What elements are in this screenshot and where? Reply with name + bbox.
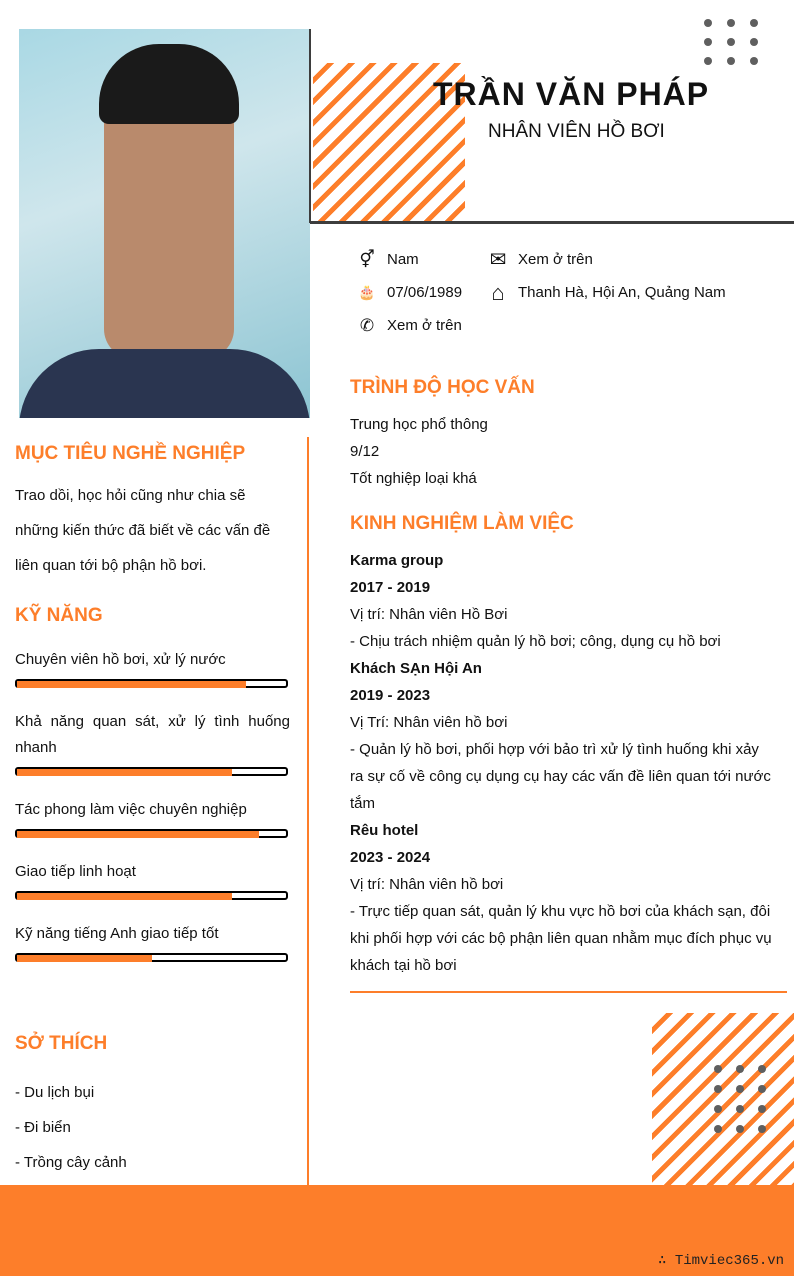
job-entry: [350, 547, 775, 655]
hobby-item: - Trồng cây cảnh: [15, 1154, 127, 1171]
skills-heading: KỸ NĂNG: [15, 605, 103, 626]
contact-col-2: [488, 243, 726, 309]
contact-email: [488, 243, 726, 276]
left-column: [15, 443, 290, 983]
skill-bar: [15, 767, 288, 776]
email-value: Xem ở trên: [518, 251, 593, 268]
education-line: Trung học phổ thông: [350, 416, 488, 433]
job-entry: [350, 817, 775, 979]
experience-heading: KINH NGHIỆM LÀM VIỆC: [350, 513, 574, 534]
skill-label: Chuyên viên hồ bơi, xử lý nước: [15, 651, 226, 668]
job-company: Khách SẠn Hội An: [350, 660, 482, 677]
hobbies-heading: SỞ THÍCH: [15, 1033, 108, 1054]
divider-horizontal: [310, 221, 794, 224]
skill-item: [15, 709, 290, 776]
job-position: Vị trí: Nhân viên hồ bơi: [350, 876, 504, 893]
experience-list: [350, 547, 775, 979]
photo-hair: [99, 44, 239, 124]
gender-icon: ⚥: [359, 249, 375, 269]
job-period: 2023 - 2024: [350, 849, 431, 866]
profile-photo: [19, 29, 310, 418]
job-description: - Quản lý hồ bơi, phối hợp với bảo trì xử lý tình huống khi xảy ra sự cố về công cụ dụng cụ hay các vấn đề liên quan tới nước tắm: [350, 741, 771, 812]
job-position: Vị Trí: Nhân viên hồ bơi: [350, 714, 508, 731]
candidate-name: TRẦN VĂN PHÁP: [433, 76, 710, 112]
hobbies-list: [15, 1075, 127, 1180]
whatsapp-phone-icon: ✆: [359, 315, 375, 335]
skill-bar: [15, 953, 288, 962]
dots-decoration: [704, 19, 758, 65]
skills-list: [15, 647, 290, 962]
address-value: Thanh Hà, Hội An, Quảng Nam: [518, 284, 726, 301]
job-title: NHÂN VIÊN HỒ BƠI: [488, 121, 665, 142]
phone-value: Xem ở trên: [387, 317, 462, 334]
footer-brand: ∴ Timviec365.vn: [658, 1253, 785, 1269]
education-details: [350, 411, 775, 492]
hobbies-section: [15, 1033, 127, 1180]
skill-item: [15, 797, 290, 838]
job-period: 2017 - 2019: [350, 579, 431, 596]
photo-shirt: [19, 349, 310, 418]
skill-bar: [15, 891, 288, 900]
hobby-item: - Du lịch bụi: [15, 1084, 95, 1101]
contact-phone: [357, 309, 462, 342]
job-period: 2019 - 2023: [350, 687, 431, 704]
skill-item: [15, 921, 290, 962]
skill-label: Khả năng quan sát, xử lý tình huống nhanh: [15, 713, 290, 756]
email-icon: ✉: [489, 249, 507, 271]
birthday-value: 07/06/1989: [387, 284, 463, 301]
skill-bar: [15, 829, 288, 838]
gender-value: Nam: [387, 251, 419, 268]
contact-gender: [357, 243, 462, 276]
skill-bar: [15, 679, 288, 688]
objective-heading: MỤC TIÊU NGHỀ NGHIỆP: [15, 443, 246, 464]
contact-col-1: [357, 243, 462, 342]
education-heading: TRÌNH ĐỘ HỌC VẤN: [350, 377, 535, 398]
skill-label: Giao tiếp linh hoạt: [15, 863, 136, 880]
divider-vertical: [309, 29, 311, 223]
skill-item: [15, 859, 290, 900]
skill-bar-fill: [17, 831, 259, 838]
skill-bar-fill: [17, 955, 152, 962]
divider-experience-end: [350, 991, 787, 993]
education-line: 9/12: [350, 443, 380, 460]
dots-decoration-bottom: [714, 1065, 766, 1133]
skill-bar-fill: [17, 769, 232, 776]
contact-birthday: [357, 276, 462, 309]
skill-label: Kỹ năng tiếng Anh giao tiếp tốt: [15, 925, 219, 942]
skill-bar-fill: [17, 681, 246, 688]
job-company: Karma group: [350, 552, 444, 569]
skill-item: [15, 647, 290, 688]
home-icon: ⌂: [491, 279, 505, 305]
contact-address: [488, 276, 726, 309]
right-column: [350, 377, 775, 979]
skill-bar-fill: [17, 893, 232, 900]
job-description: - Trực tiếp quan sát, quản lý khu vực hồ bơi của khách sạn, đôi khi phối hợp với các bộ phận liên quan nhằm mục đích phục vụ khách tại hồ bơi: [350, 903, 772, 974]
education-line: Tốt nghiệp loại khá: [350, 470, 477, 487]
job-position: Vị trí: Nhân viên Hồ Bơi: [350, 606, 508, 623]
job-entry: [350, 655, 775, 817]
birthday-cake-icon: 🎂: [358, 284, 376, 300]
objective-text: Trao dồi, học hỏi cũng như chia sẽ những kiến thức đã biết về các vấn đề liên quan tới bộ phận hồ bơi.: [15, 487, 271, 574]
job-description: - Chịu trách nhiệm quản lý hồ bơi; công, dụng cụ hồ bơi: [350, 633, 721, 650]
hobby-item: - Đi biển: [15, 1119, 71, 1136]
skill-label: Tác phong làm việc chuyên nghiệp: [15, 801, 247, 818]
divider-orange: [307, 437, 309, 1185]
job-company: Rêu hotel: [350, 822, 419, 839]
